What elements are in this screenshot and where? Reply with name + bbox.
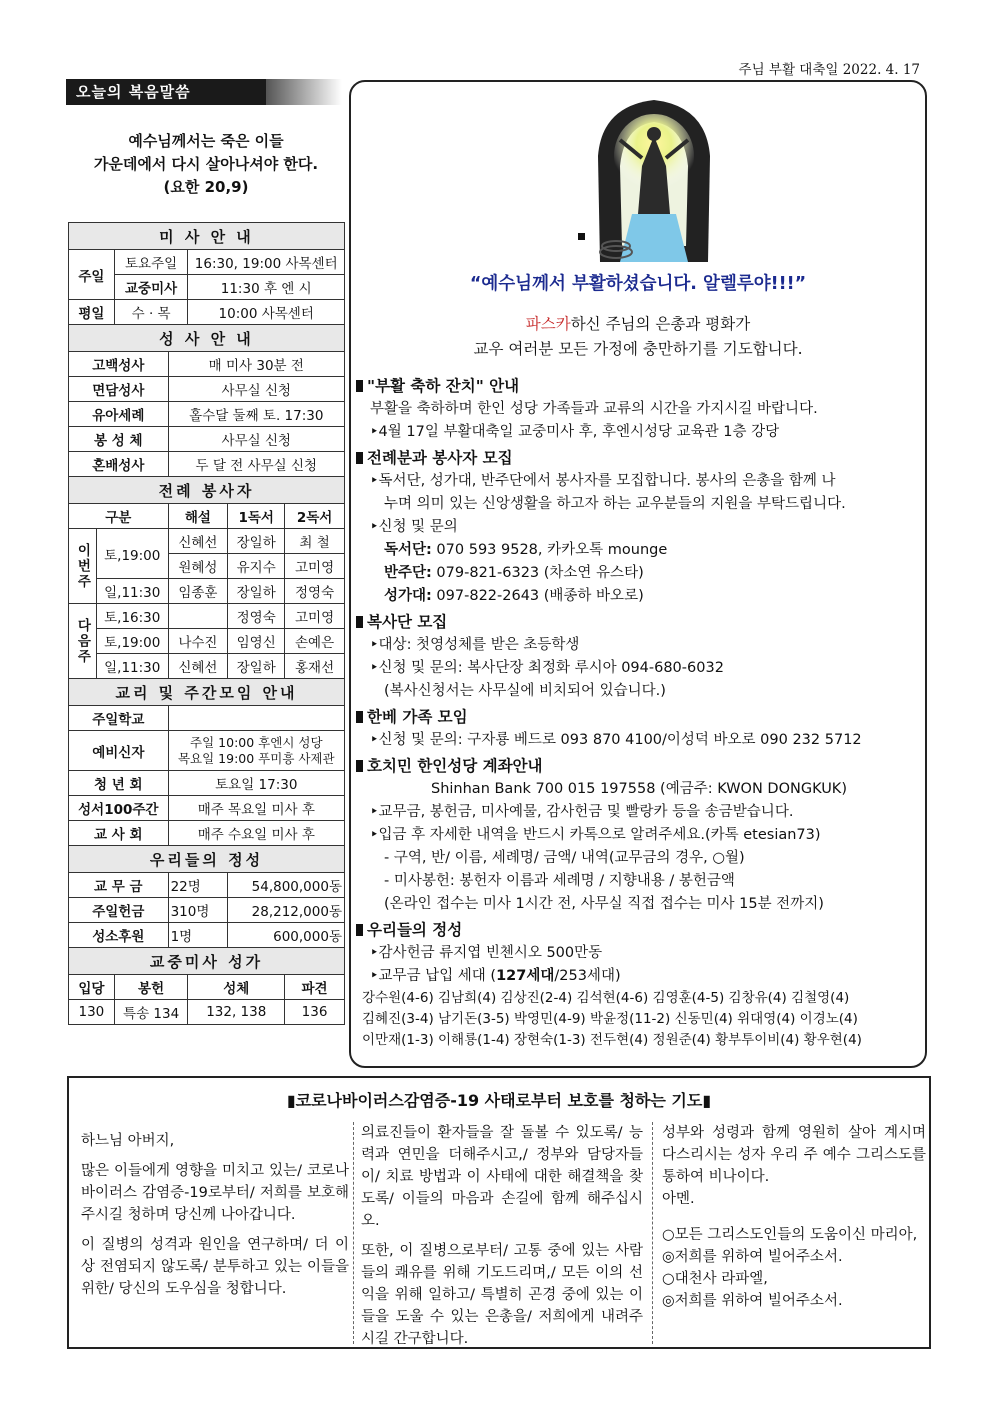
- bullet-icon: [356, 616, 363, 628]
- this-week-label: 이번주: [69, 529, 97, 604]
- server-cell: 장일하: [228, 654, 285, 679]
- header-fade: [266, 79, 342, 105]
- pascha-word: 파스카: [525, 315, 571, 333]
- mass-title: 미 사 안 내: [69, 223, 345, 250]
- easter-headline: “예수님께서 부활하셨습니다. 알렐루야!!!”: [469, 274, 807, 294]
- bulletin-date: 주님 부활 대축일 2022. 4. 17: [738, 62, 920, 78]
- gospel-header: [66, 79, 342, 105]
- server-cell: 원혜성: [168, 554, 228, 579]
- notice-title: 전례분과 봉사자 모집: [356, 446, 922, 470]
- prayer-paragraph: 이 질병의 성격과 원인을 연구하며/ 더 이상 전염되지 않도록/ 분투하고 있는 이들을 위한/ 당신의 도우심을 청합니다.: [81, 1237, 349, 1297]
- bible-study: 성서100주간: [69, 796, 169, 821]
- servers-header: 구분: [69, 504, 169, 529]
- mass-wk-time: 10:00 사목센터: [188, 300, 345, 325]
- sacrament-name: 고백성사: [69, 352, 169, 377]
- bullet-icon: [356, 452, 363, 464]
- mass-main-label: 교중미사: [114, 275, 188, 300]
- offering-title: 우리들의 정성: [69, 846, 345, 873]
- mass-sat-time: 16:30, 19:00 사목센터: [188, 250, 345, 275]
- notice-line: - 미사봉헌: 봉헌자 이름과 세례명 / 지향내용 / 봉헌금액: [384, 873, 735, 889]
- offering-count: 310명: [168, 898, 228, 923]
- hymn-value: 특송 134: [114, 1000, 188, 1025]
- server-time: 일,11:30: [96, 654, 168, 679]
- prayer-column-2: [361, 1122, 643, 1358]
- column-divider: [652, 1122, 653, 1344]
- gospel-line-2: 가운데에서 다시 살아나셔야 한다.: [93, 155, 319, 173]
- offering-name: 주일헌금: [69, 898, 169, 923]
- prayer-column-1: [81, 1130, 349, 1308]
- mass-main-time: 11:30 후 엔 시: [188, 275, 345, 300]
- notice-line: ‣대상: 첫영성체를 받은 초등학생: [370, 637, 580, 653]
- bible-study-value: 매주 목요일 미사 후: [168, 796, 344, 821]
- notice-line: (온라인 접수는 미사 1시간 전, 사무실 직접 접수는 미사 15분 전까지): [384, 896, 824, 912]
- notice-line: (복사신청서는 사무실에 비치되어 있습니다.): [384, 683, 666, 699]
- notice-line: ‣입금 후 자세한 내역을 반드시 카톡으로 알려주세요.(카톡 etesian73): [370, 827, 821, 843]
- notice-title: 호치민 한인성당 계좌안내: [356, 754, 922, 778]
- server-cell: 신혜선: [168, 529, 228, 554]
- bullet-icon: [356, 711, 363, 723]
- litany-line: ◎저희를 위하여 빌어주소서.: [662, 1249, 843, 1265]
- prayer-paragraph: 또한, 이 질병으로부터/ 고통 중에 있는 사람들의 쾌유를 위해 기도드리며,/ 모든 이의 선익을 위해 일하고/ 특별히 곤경 중에 있는 이들을 도울 수 있는 은총을/ 저희에게 내려주시길 간구합니다.: [361, 1243, 643, 1347]
- server-time: 토,19:00: [96, 629, 168, 654]
- notice-title: 복사단 모집: [356, 610, 922, 634]
- youth: 청 년 회: [69, 771, 169, 796]
- hymns-title: 교중미사 성가: [69, 948, 345, 975]
- server-cell: 고미영: [285, 554, 345, 579]
- notice-line: 반주단: 079-821-6323 (차소연 유스타): [384, 565, 644, 581]
- gospel-verse: [66, 130, 346, 199]
- bullet-square: [578, 233, 585, 240]
- offering-name: 성소후원: [69, 923, 169, 948]
- server-cell: 나수진: [168, 629, 228, 654]
- sunday-school-value: [168, 706, 344, 731]
- notice-title: 한베 가족 모임: [356, 705, 922, 729]
- server-cell: 임종훈: [168, 579, 228, 604]
- prayer-column-3: [662, 1122, 926, 1312]
- sunday-school: 주일학교: [69, 706, 169, 731]
- server-time: 일,11:30: [96, 579, 168, 604]
- notice-line: ‣신청 및 문의: 복사단장 최정화 루시아 094-680-6032: [370, 660, 724, 676]
- catechumen-line-2: 목요일 19:00 푸미흥 사제관: [177, 750, 335, 766]
- column-divider: [353, 1122, 354, 1344]
- hymn-header: 성체: [188, 975, 285, 1000]
- server-cell: 고미영: [285, 604, 345, 629]
- notice-line: ‣4월 17일 부활대축일 교중미사 후, 후엔시성당 교육관 1층 강당: [370, 424, 780, 440]
- hymn-value: 130: [69, 1000, 115, 1025]
- server-cell: 장일하: [228, 579, 285, 604]
- servers-header: 2독서: [285, 504, 345, 529]
- notice-line: ‣교무금, 봉헌금, 미사예물, 감사헌금 및 빨랑카 등을 송금받습니다.: [370, 804, 794, 820]
- hymn-header: 입당: [69, 975, 115, 1000]
- server-time: 토,16:30: [96, 604, 168, 629]
- notice-line: ‣독서단, 성가대, 반주단에서 봉사자를 모집합니다. 봉사의 은총을 함께 나: [370, 473, 836, 489]
- server-cell: 정영숙: [228, 604, 285, 629]
- hymn-value: 132, 138: [188, 1000, 285, 1025]
- gospel-title: 오늘의 복음말씀: [66, 79, 266, 105]
- catechumen-line-1: 주일 10:00 후엔시 성당: [190, 734, 323, 750]
- youth-value: 토요일 17:30: [168, 771, 344, 796]
- sacrament-name: 유아세례: [69, 402, 169, 427]
- notice-line: 부활을 축하하며 한인 성당 가족들과 교류의 시간을 가지시길 바랍니다.: [370, 401, 818, 417]
- offering-amount: 54,800,000동: [228, 873, 345, 898]
- server-cell: 유지수: [228, 554, 285, 579]
- bullet-icon: [356, 760, 363, 772]
- server-cell: 신혜선: [168, 654, 228, 679]
- catechumen: 예비신자: [69, 731, 169, 771]
- catechumen-value: [168, 731, 344, 771]
- notice-line: ‣신청 및 문의: [370, 519, 458, 535]
- notice-line: 성가대: 097-822-2643 (배종하 바오로): [384, 588, 644, 604]
- contributor-names: 김혜진(3-4) 남기돈(3-5) 박영민(4-9) 박윤정(11-2) 신동민(4) 위대영(4) 이경노(4): [362, 1011, 858, 1027]
- notice-title: 우리들의 정성: [356, 918, 922, 942]
- sacrament-name: 봉 성 체: [69, 427, 169, 452]
- notice-line: 누며 의미 있는 신앙생활을 하고자 하는 교우분들의 지원을 부탁드립니다.: [384, 496, 846, 512]
- server-cell: 장일하: [228, 529, 285, 554]
- server-cell: 정영숙: [285, 579, 345, 604]
- notice-line: - 구역, 반/ 이름, 세례명/ 금액/ 내역(교무금의 경우, ○월): [384, 850, 745, 866]
- offering-amount: 600,000동: [228, 923, 345, 948]
- prayer-paragraph: 많은 이들에게 영향을 미치고 있는/ 코로나 바이러스 감염증-19로부터/ 저희를 보호해주시길 청하며 당신께 나아갑니다.: [81, 1163, 349, 1223]
- offering-name: 교 무 금: [69, 873, 169, 898]
- server-cell: 홍재선: [285, 654, 345, 679]
- server-cell: 임영신: [228, 629, 285, 654]
- bank-account: Shinhan Bank 700 015 197558 (예금주: KWON DONGKUK): [431, 781, 847, 797]
- sacrament-value: 두 달 전 사무실 신청: [168, 452, 344, 477]
- notice-line: ‣감사헌금 류지엽 빈첸시오 500만동: [370, 945, 603, 961]
- offering-amount: 28,212,000동: [228, 898, 345, 923]
- litany-line: ○모든 그리스도인들의 도움이신 마리아,: [662, 1227, 918, 1243]
- gospel-line-1: 예수님께서는 죽은 이들: [128, 132, 284, 150]
- notice-line: ‣신청 및 문의: 구자룡 베드로 093 870 4100/이성덕 바오로 090 232 5712: [370, 732, 862, 748]
- mass-sunday: 주일: [69, 250, 115, 300]
- notice-line: 독서단: 070 593 9528, 카카오톡 mounge: [384, 542, 668, 558]
- sacrament-value: 사무실 신청: [168, 377, 344, 402]
- catechism-title: 교리 및 주간모임 안내: [69, 679, 345, 706]
- notice-line: ‣교무금 납입 세대 (127세대/253세대): [370, 968, 621, 984]
- prayer-paragraph: 하느님 아버지,: [81, 1133, 175, 1149]
- prayer-paragraph: 성부와 성령과 함께 영원히 살아 계시며 다스리시는 성자 우리 주 예수 그리스도를 통하여 비나이다.: [662, 1125, 926, 1185]
- servers-header: 해설: [168, 504, 228, 529]
- offering-count: 1명: [168, 923, 228, 948]
- sacrament-value: 홀수달 둘째 토. 17:30: [168, 402, 344, 427]
- servers-header: 1독서: [228, 504, 285, 529]
- contributor-names: 이만재(1-3) 이해룡(1-4) 장현숙(1-3) 전두현(4) 정원준(4) 황부투이비(4) 황우현(4): [362, 1032, 862, 1048]
- prayer-title: ▮코로나바이러스감염증-19 사태로부터 보호를 청하는 기도▮: [286, 1091, 712, 1110]
- gospel-ref: (요한 20,9): [163, 178, 249, 196]
- server-cell: [168, 604, 228, 629]
- info-table: [68, 222, 345, 1025]
- notices: [356, 372, 922, 1051]
- hymn-value: 136: [285, 1000, 345, 1025]
- teachers-value: 매주 수요일 미사 후: [168, 821, 344, 846]
- litany-line: ◎저희를 위하여 빌어주소서.: [662, 1293, 843, 1309]
- litany-line: ○대천사 라파엘,: [662, 1271, 768, 1287]
- greeting-line-2: 교우 여러분 모든 가정에 충만하기를 기도합니다.: [473, 340, 803, 358]
- bullet-icon: [356, 924, 363, 936]
- contributor-names: 강수원(4-6) 김남희(4) 김상진(2-4) 김석현(4-6) 김영훈(4-5) 김창유(4) 김철영(4): [362, 990, 850, 1006]
- next-week-label: 다음주: [69, 604, 97, 679]
- sacraments-title: 성 사 안 내: [69, 325, 345, 352]
- mass-wk-label: 수 · 목: [114, 300, 188, 325]
- teachers: 교 사 회: [69, 821, 169, 846]
- greeting-line-1: 하신 주님의 은총과 평화가: [570, 315, 751, 333]
- prayer-box: [67, 1076, 931, 1349]
- prayer-amen: 아멘.: [662, 1191, 695, 1207]
- sacrament-name: 면담성사: [69, 377, 169, 402]
- hymn-header: 파견: [285, 975, 345, 1000]
- server-cell: 손예은: [285, 629, 345, 654]
- resurrection-illustration: [592, 96, 716, 262]
- notice-title: "부활 축하 잔치" 안내: [356, 374, 922, 398]
- bullet-icon: [356, 380, 363, 392]
- mass-sat-label: 토요주일: [114, 250, 188, 275]
- mass-weekday: 평일: [69, 300, 115, 325]
- sacrament-value: 매 미사 30분 전: [168, 352, 344, 377]
- offering-count: 22명: [168, 873, 228, 898]
- sacrament-value: 사무실 신청: [168, 427, 344, 452]
- easter-greeting: [349, 312, 927, 362]
- servers-title: 전례 봉사자: [69, 477, 345, 504]
- sacrament-name: 혼배성사: [69, 452, 169, 477]
- server-time: 토,19:00: [96, 529, 168, 579]
- prayer-paragraph: 의료진들이 환자들을 잘 돌볼 수 있도록/ 능력과 연민을 더해주시고,/ 정부와 담당자들이/ 치료 방법과 이 사태에 대한 해결책을 찾도록/ 이들의 마음과 손길에 함께 해주십시오.: [361, 1125, 643, 1229]
- server-cell: 최 철: [285, 529, 345, 554]
- hymn-header: 봉헌: [114, 975, 188, 1000]
